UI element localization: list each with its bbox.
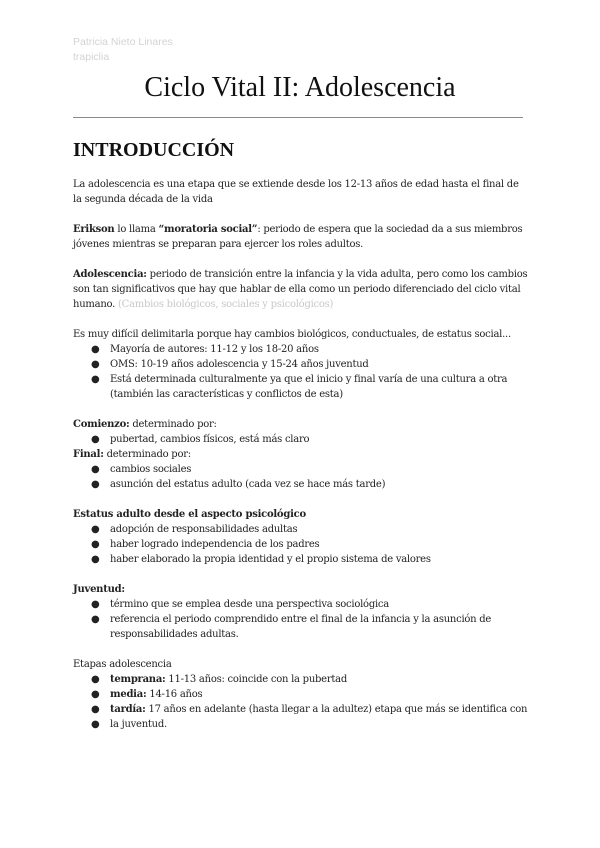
bullet-icon: ●: [91, 704, 100, 715]
list-item: ● tardía: 17 años en adelante (hasta llegar a la adultez) etapa que más se identifica con: [91, 704, 528, 715]
estatus-heading: Estatus adulto desde el aspecto psicológico: [73, 509, 306, 520]
juventud-list: [73, 597, 528, 642]
adolescencia-text: periodo de transición entre la infancia y la vida adulta, pero como los cambios son tan significativos que hay que hablar de ella como un periodo diferenciado del ciclo vital humano.: [73, 269, 528, 310]
section-heading: INTRODUCCIÓN: [73, 139, 235, 161]
comienzo-paragraph: Comienzo: determinado por:: [73, 419, 217, 430]
bullet-icon: ●: [91, 344, 100, 355]
adolescencia-label: Adolescencia:: [73, 269, 147, 280]
bullet-icon: ●: [91, 374, 100, 385]
author-name: Patricia Nieto Linares: [73, 36, 173, 48]
bullet-icon: ●: [91, 674, 100, 685]
intro-paragraph: La adolescencia es una etapa que se extiende desde los 12-13 años de edad hasta el final de la segunda década de la vida: [73, 179, 519, 205]
title-divider: [73, 117, 523, 118]
bullet-icon: ●: [91, 434, 100, 445]
author-username: trapiclia: [73, 51, 110, 63]
list-item: ● cambios sociales: [91, 464, 192, 475]
bullet-icon: ●: [91, 719, 100, 730]
list-item: ● haber elaborado la propia identidad y el propio sistema de valores: [91, 554, 431, 565]
erikson-middle: lo llama: [114, 224, 159, 235]
list-item: ● referencia el periodo comprendido entre el final de la infancia y la asunción de responsabilidades adultas.: [91, 614, 492, 640]
bullet-icon: ●: [91, 689, 100, 700]
list-item: ● la juventud.: [91, 719, 167, 730]
bullet-icon: ●: [91, 479, 100, 490]
erikson-rest: : periodo de espera que la sociedad da a sus miembros jóvenes mientras se preparan para ejercer los roles adultos.: [73, 224, 523, 250]
list-item: ● OMS: 10-19 años adolescencia y 15-24 años juventud: [91, 359, 369, 370]
juventud-heading: Juventud:: [73, 584, 125, 595]
bullet-icon: ●: [91, 524, 100, 535]
adolescencia-note: (Cambios biológicos, sociales y psicológicos): [115, 299, 334, 310]
document-body: [73, 177, 528, 732]
dificil-paragraph: Es muy difícil delimitarla porque hay cambios biológicos, conductuales, de estatus social...: [73, 329, 511, 340]
dificil-list: [73, 342, 528, 402]
erikson-term: “moratoria social”: [158, 224, 258, 235]
erikson-paragraph: [73, 222, 528, 252]
final-label: Final:: [73, 449, 104, 460]
estatus-list: [73, 522, 528, 567]
comienzo-list: [73, 432, 528, 447]
bullet-icon: ●: [91, 539, 100, 550]
list-item: ● pubertad, cambios físicos, está más claro: [91, 434, 310, 445]
author-watermark: [73, 35, 173, 65]
etapas-list: [73, 672, 528, 732]
list-item: ● asunción del estatus adulto (cada vez se hace más tarde): [91, 479, 386, 490]
list-item: ● media: 14-16 años: [91, 689, 203, 700]
list-item: ● Mayoría de autores: 11-12 y los 18-20 años: [91, 344, 319, 355]
adolescencia-paragraph: [73, 267, 528, 312]
bullet-icon: ●: [91, 599, 100, 610]
list-item: ● Está determinada culturalmente ya que el inicio y final varía de una cultura a otra (también las características y conflictos de esta): [91, 374, 508, 400]
final-paragraph: Final: determinado por:: [73, 449, 191, 460]
comienzo-label: Comienzo:: [73, 419, 130, 430]
document-title: Ciclo Vital II: Adolescencia: [144, 72, 456, 103]
bullet-icon: ●: [91, 359, 100, 370]
erikson-name: Erikson: [73, 224, 115, 235]
list-item: ● adopción de responsabilidades adultas: [91, 524, 298, 535]
final-list: [73, 462, 528, 492]
bullet-icon: ●: [91, 554, 100, 565]
list-item: ● término que se emplea desde una perspectiva sociológica: [91, 599, 389, 610]
bullet-icon: ●: [91, 464, 100, 475]
etapas-heading: Etapas adolescencia: [73, 659, 172, 670]
list-item: ● haber logrado independencia de los padres: [91, 539, 320, 550]
list-item: ● temprana: 11-13 años: coincide con la pubertad: [91, 674, 347, 685]
bullet-icon: ●: [91, 614, 100, 625]
